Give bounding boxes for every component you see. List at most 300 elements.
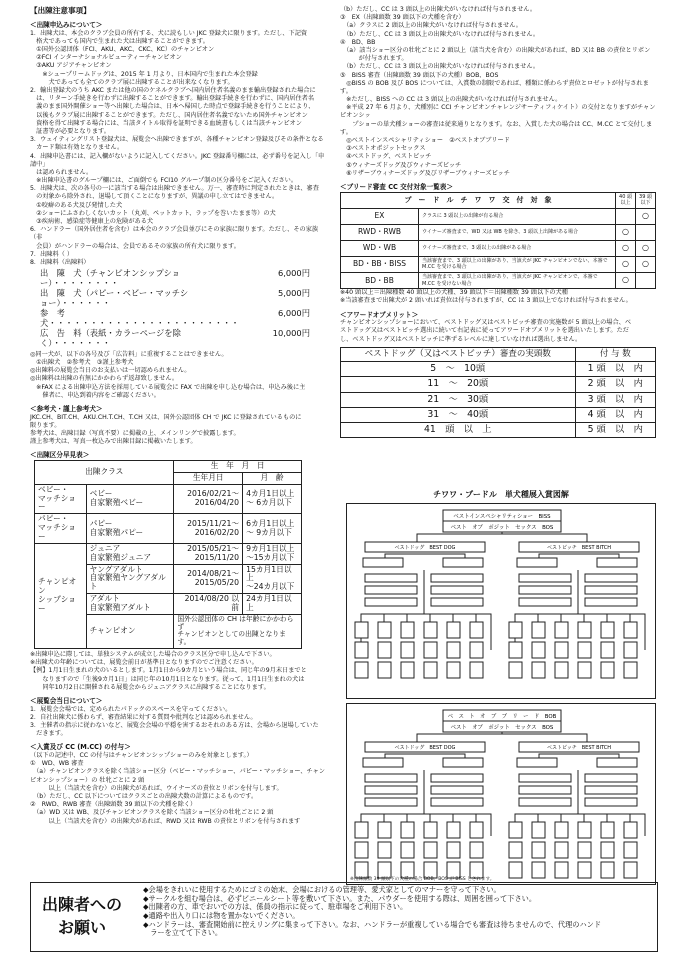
request-item: ◆出陳者の方、車でおいでの方は、係員の指示に従って、駐車場をご利用下さい。 xyxy=(143,902,408,912)
range-cell: 41 頭 以 上 xyxy=(341,423,576,438)
diagram-class-box xyxy=(555,642,568,658)
text-line: ◎ベストインスペシャリティショー ②ベストオブブリード xyxy=(340,137,510,144)
diagram-box xyxy=(365,774,417,782)
check-cell xyxy=(636,224,656,240)
fee-label: 参 考 犬・・・・・・・・・・・・・・・・・・・・・・・ xyxy=(40,307,240,328)
target-cell: BD・BB・BISS xyxy=(341,256,419,272)
condition-cell: ウイナーズ審査まで、3 頭以上の出陳がある場合 xyxy=(419,240,616,256)
header-cell: 生 年 月 日 xyxy=(174,461,302,473)
text-line: ② RWD、RWB 審査（出陳頭数 39 頭以下の犬種を除く） xyxy=(30,801,197,809)
diagram-class-box xyxy=(509,622,522,638)
count-cell: 5 頭 以 内 xyxy=(575,423,655,438)
reference-text xyxy=(30,414,330,447)
header-cell: 40 頭 以上 xyxy=(616,192,636,208)
header-cell: 出陳クラス xyxy=(35,461,174,485)
target-cell: RWD・RWB xyxy=(341,224,419,240)
age-cell: 9カ月1日以上 ～15カ月以下 xyxy=(243,543,302,564)
text-line: 証書等が必要となります。 xyxy=(30,127,110,135)
fee-list xyxy=(40,269,330,349)
birth-cell: 2014/08/21～ 2015/05/20 xyxy=(174,564,243,594)
text-line: 2．自社出陳犬に係わらず、審査結果に対する質問や批判などは認められません。 xyxy=(30,713,257,721)
diagram-class-box xyxy=(401,642,414,658)
diagram-class-box xyxy=(624,842,637,858)
diagram-box xyxy=(443,558,483,567)
exhibitor-request-box xyxy=(30,882,658,952)
text-line: ②FCI インターナショナルビューティーチャンピオン xyxy=(30,54,182,62)
text-line: 1．展覧会会場では、定められたパドックのスペースを守ってください。 xyxy=(30,705,232,713)
right-column xyxy=(340,6,658,438)
diagram-class-box xyxy=(447,822,460,838)
range-cell: 11 ～ 20頭 xyxy=(341,377,576,392)
birth-cell: 2015/05/21～ 2015/11/20 xyxy=(174,543,243,564)
diagram-class-box xyxy=(470,662,483,678)
diagram-class-box xyxy=(378,642,391,658)
diagram-footnote: ※出陳頭数 39 頭以下の犬種の場合 BOB、BOS が BISS とされます。 xyxy=(350,876,495,882)
diagram-class-box xyxy=(470,822,483,838)
check-cell: ○ xyxy=(636,240,656,256)
fee-amount: 6,000円 xyxy=(277,307,310,318)
text-line: 以上（当該犬を含む）の出陳犬があれば、RWD 又は RWB の責位とリボンを付与されます xyxy=(30,817,301,825)
text-line: 2．輸出登録犬のうち AKC または他の国のケネルクラブへ国内居住者名義のまま輸出登録された場合に xyxy=(30,87,316,95)
diagram-line xyxy=(539,754,619,758)
note-line: なりますので「生後9カ月1日」は同じ年の10月1日となります。従って、1月1日生まれの犬は xyxy=(30,675,305,683)
count-cell: 1 頭 以 内 xyxy=(575,362,655,377)
diagram-class-box xyxy=(447,842,460,858)
check-cell: ○ xyxy=(636,256,656,272)
text-line: ※平成 27 年 6 月より、犬種別に CCI チャンピオンチャレンジサーティフィケイト）の交付となりますがチャンピオンシッ xyxy=(340,104,656,120)
text-line: （a）クラスに 2 頭以上の出陳犬がいなければ付与されません。 xyxy=(340,22,522,30)
text-line: ◎同一犬が、以下の各号及び「広告料」に重複することはできません。 xyxy=(30,350,228,358)
note-line: ※40 頭以上＝出陳種数 40 頭以上の犬種、39 頭以下＝出陳種数 39 頭以下の犬種 xyxy=(340,289,568,297)
diagram-class-box xyxy=(401,622,414,638)
award-table xyxy=(340,347,656,439)
class-cell: パピー 自家繁殖パピー xyxy=(86,514,174,544)
diagram-class-box xyxy=(532,842,545,858)
text-line: ③疾病術、感染症等健康上の危険がある犬 xyxy=(30,218,154,226)
footer-list xyxy=(143,886,655,938)
diagram-class-box xyxy=(470,862,483,878)
diagram-class-box xyxy=(624,822,637,838)
table-row xyxy=(341,208,656,224)
diagram-box xyxy=(585,598,637,606)
table-row xyxy=(35,543,302,564)
fee-amount: 10,000円 xyxy=(272,327,310,338)
text-line: 8．出陳料（出陳料） xyxy=(30,258,90,266)
request-item: ◆ハンドラーは、審査開始前に控えリングに集まって下さい。なお、ハンドラーが重複している場合でも審査は待ちませんので、代理のハンド xyxy=(143,919,602,929)
diagram-box xyxy=(519,574,571,582)
table-row xyxy=(341,273,656,289)
diagram-class-box xyxy=(624,622,637,638)
table-row xyxy=(341,377,656,392)
text-line: は、リターン手続きを行わずに出陳することができます。輸出登録手続きを行わずに、国内居住者名 xyxy=(30,95,315,103)
diagram-box xyxy=(519,798,571,806)
cc-heading: ＜入賞及び CC (M.CC) の付与＞ xyxy=(30,743,131,752)
text-line: JKC.CH、BIT.CH、AKU.CH.T.CH、T.CH 又は、国外公認団体 CH で JKC に登録されているものに xyxy=(30,413,302,421)
text-line: ※FAX による出陳申込方法を採用している展覧会に FAX で出陳を申し込む場合は、申込み後に主 xyxy=(30,383,306,391)
breed-table-heading: ＜ブリード審査 CC 交付対象一覧表＞ xyxy=(340,182,453,191)
table-row xyxy=(35,484,302,514)
text-line: チャンピオンシップショーにおいて、ベストドッグ又はベストビッチ審査の実施数が 5 頭以上の場合、ベ xyxy=(340,319,632,327)
note-line: ※当該審査まで出陳犬が 2 頭いれば責位は付与されますが、CC は 3 頭以上でなければ付与されません。 xyxy=(340,297,632,305)
condition-cell: 当該審査まで、3 頭以上の出陳があり、当該犬が JKC チャンピオンでない、本審で M.CC を受ける場合 xyxy=(419,256,616,272)
diagram-class-box xyxy=(355,622,368,638)
table-row xyxy=(341,224,656,240)
diagram-class-box xyxy=(509,842,522,858)
text-line: ⑤ BISS 審査（出陳頭数 39 頭以下の犬種）BOB、BOS xyxy=(340,71,499,79)
diagram-class-box xyxy=(578,662,591,678)
text-line: ストドッグ又はベストビッチ選出に続いて右記表に従ってアワードオブメリットを選出いたします。ただ xyxy=(340,327,629,335)
age-cell: 4カ月1日以上 ～ 6カ月以下 xyxy=(243,484,302,514)
range-cell: 21 ～ 30頭 xyxy=(341,392,576,407)
text-line: ①国外公認団体（FCI、AKU、AKC、CKC、KC）のチャンピオン xyxy=(30,46,215,54)
diagram-class-box xyxy=(401,842,414,858)
diagram-class-box xyxy=(355,642,368,658)
table-row xyxy=(35,514,302,544)
diagram-class-box xyxy=(532,642,545,658)
note-line: ※出陳犬の年齢については、展覧会前日が基準日となりますのでご注意ください。 xyxy=(30,659,258,667)
diagram-side-label: ベストビッチ BEST BITCH xyxy=(546,544,612,551)
diagram-top-label: ベ ス ト オ ブ ブ リ ー ド BOB xyxy=(447,713,557,720)
text-line: 謹上参考犬は、写真一枚込みで出陳目録に掲載いたします。 xyxy=(30,438,197,446)
diagram-box xyxy=(363,558,403,567)
text-line: 催者に、申込到着内容をご確認ください。 xyxy=(30,391,160,399)
condition-cell: 当該審査まで、3 頭以上の出陳があり、当該犬が JKC チャンピオンで、本審で M.CC を受けない場合 xyxy=(419,273,616,289)
group-cell: ベビー・ マッチショー xyxy=(35,484,87,514)
text-line: ②ショーにふさわしくないカット（丸刈、ペットカット、ラップを巻いたまま等）の犬 xyxy=(30,209,276,217)
diagram-class-box xyxy=(470,842,483,858)
diagram-side-label: ベストドッグ BEST DOG xyxy=(394,544,456,551)
note-line: ※出陳申込に際しては、単独システムが成立した場合のクラス区分で申し込んで下さい。 xyxy=(30,650,276,658)
diagram-class-box xyxy=(509,662,522,678)
text-line: 参考犬は、出陳目録（写真不要）に掲載の上、メインリングで披露します。 xyxy=(30,429,240,437)
diagram-box xyxy=(431,774,483,782)
diagram-box xyxy=(431,586,483,594)
request-item: ◆サークルを組む場合は、必ずビニールシート等を敷いて下さい。また、パウダーを使用する際は、周囲を囲って下さい。 xyxy=(143,893,537,903)
group-cell: チャンピオン シップショー xyxy=(35,543,87,648)
class-table-notes xyxy=(30,651,330,692)
class-cell: アダルト 自家繁殖アダルト xyxy=(86,594,174,615)
text-line: （b）ただし、CC は 3 頭以上の出陳犬がいなければ付与されません。 xyxy=(340,6,537,13)
text-line: 3．主催者の指示に従わないなど、展覧会会場の平穏を害するおそれのある方は、会場から退場していた xyxy=(30,721,319,729)
diagram-class-box xyxy=(601,642,614,658)
diagram-box xyxy=(365,598,417,606)
text-line: は認められません。 xyxy=(30,168,93,176)
diagram-top-label: ベストインスペシャリティショー BISS xyxy=(453,513,551,520)
diagram-box xyxy=(585,586,637,594)
diagram-class-box xyxy=(424,662,437,678)
range-cell: 5 ～ 10頭 xyxy=(341,362,576,377)
text-line: 1．出陳犬は、本会のクラブ会員の所有する、犬に読もしい JKC 登録犬に限ります。ただし、下記資 xyxy=(30,29,308,37)
diagram-box xyxy=(519,774,571,782)
diagram-class-box xyxy=(509,822,522,838)
diagram-box xyxy=(585,786,637,794)
breed-table xyxy=(340,192,656,290)
text-line: 6．ハンドラー（国外居住者を含む）は本会のクラブ会員並びにその家族に限ります。ただし、その家族（非 xyxy=(30,226,319,242)
text-line: プショーの単犬種ショーの審査は従来通りとなります。なお、入賞した犬の場合は CC、M.CC とて交付します。 xyxy=(340,120,653,136)
diagram-class-box xyxy=(424,622,437,638)
class-table xyxy=(34,460,302,649)
fee-amount: 5,000円 xyxy=(277,288,310,299)
birth-cell: 2014/08/20 以前 xyxy=(174,594,243,615)
header-cell: 付 与 数 xyxy=(575,347,655,361)
class-cell: ヤングアダルト 自家繁殖ヤングアダルト xyxy=(86,564,174,594)
diagram-box xyxy=(365,798,417,806)
breed-table-notes xyxy=(340,289,658,305)
table-row xyxy=(341,392,656,407)
text-line: ⑤ウィナーズドッグ及びウィナーズビッチ xyxy=(340,161,462,169)
diagram-class-box xyxy=(401,662,414,678)
diagram-box xyxy=(365,786,417,794)
diagram-box xyxy=(597,758,637,767)
text-line: （以下の記述中、CC の付与はチャンピオンシップショーのみを対象とします。） xyxy=(30,752,253,760)
text-line: だきます。 xyxy=(30,730,67,738)
fee-label: 出 陳 犬（チャンピオンシップショー）・・・・・・・・ xyxy=(40,268,180,289)
diagram-class-box xyxy=(355,842,368,858)
text-line: ④ BD、BB xyxy=(340,38,376,46)
apply-text xyxy=(30,30,330,267)
diagram-class-box xyxy=(555,842,568,858)
note-line: 同年10月2日に開催される展覧会からジュニアクラスに出陳することになります。 xyxy=(30,683,270,691)
diagram-class-box xyxy=(578,642,591,658)
age-cell: 15カ月1日以上 ～24カ月以下 xyxy=(243,564,302,594)
text-line: （a）チャンピオンクラスを除く当該ショー区分（ベビー・マッチショー、パピー・マッチショー、チャンピオンシップショー）の 牡牝ごとに 2 頭 xyxy=(30,768,325,784)
diagram-class-box xyxy=(555,862,568,878)
left-column xyxy=(30,6,330,826)
text-line: ③ EX（出陳頭数 39 頭以下の犬種を含む） xyxy=(340,14,465,22)
birth-cell: 2016/02/21～ 2016/04/20 xyxy=(174,484,243,514)
age-cell: 6カ月1日以上 ～ 9カ月以下 xyxy=(243,514,302,544)
text-line: ※ただし、BISS への CC は 3 頭以上の出陳犬がいなければ付与されません。 xyxy=(340,96,562,104)
text-line: 会員）がハンドラーの場合は、会員であるその家族の所有犬に限ります。 xyxy=(30,242,240,250)
diagram-class-box xyxy=(555,662,568,678)
count-cell: 4 頭 以 内 xyxy=(575,407,655,422)
diagram-class-box xyxy=(578,862,591,878)
text-line: ◎BISS の BOB 及び BOS については、入賞数の制限であれば、種類に係わらず責位とロゼットが付与されます。 xyxy=(340,79,649,95)
diagram-box xyxy=(585,574,637,582)
text-line: 限ります。 xyxy=(30,421,61,429)
diagram-box xyxy=(431,786,483,794)
diagram-class-box xyxy=(355,862,368,878)
text-line: ①出陳犬 ②参考犬 ③謹上参考犬 xyxy=(30,358,134,366)
diagram-top-label: ベスト オブ ポジット セックス BOS xyxy=(450,524,554,531)
header-cell: プ ー ド ル チ ワ ワ 交 付 対 象 xyxy=(341,192,616,208)
text-line: ③ベストオポジットセックス xyxy=(340,145,426,153)
count-cell: 2 頭 以 内 xyxy=(575,377,655,392)
diagram-class-box xyxy=(601,822,614,838)
diagram-class-box xyxy=(378,842,391,858)
text-line: ①咬癖のある犬及び発情した犬 xyxy=(30,201,123,209)
condition-cell: ウイナーズ審査まで、WD 又は WB を除き、3 頭以上出陳がある場合 xyxy=(419,224,616,240)
diagram-box xyxy=(519,598,571,606)
text-line: ① WD、WB 審査 xyxy=(30,760,84,768)
text-line: 犬であっても全てのクラブ展に出陳することが出来なくなります。 xyxy=(30,78,234,86)
diagram-class-box xyxy=(624,642,637,658)
diagram-line xyxy=(417,534,587,542)
diagram-box xyxy=(519,586,571,594)
text-line: （b）ただし、CC は 3 頭以上の出陳犬がいなければ付与されません。 xyxy=(340,63,540,71)
diagram-top-label: ベスト オブ ポジット セックス BOS xyxy=(450,724,554,731)
table-row xyxy=(341,362,656,377)
table-header-row xyxy=(341,347,656,361)
diagram-class-box xyxy=(532,622,545,638)
page-title: 【出陳注意事項】 xyxy=(30,6,91,15)
text-line: 以後もクラブ展に出陳することができます。ただし、国内居住者名義でないため国外チャンピオン xyxy=(30,111,308,119)
diagram-class-box xyxy=(624,862,637,878)
diagram-class-box xyxy=(601,622,614,638)
diagram-class-box xyxy=(355,822,368,838)
text-line: （b）ただし、CC は 3 頭以上の出陳犬がいなければ付与されません。 xyxy=(340,30,540,38)
header-cell: 月 齢 xyxy=(243,472,302,484)
table-header-row xyxy=(35,461,302,473)
text-line: ⑥リザーブウィナーズドッグ及びリザーブウィナーズビッチ xyxy=(340,169,510,177)
diagram-class-box xyxy=(601,662,614,678)
diagram-class-box xyxy=(447,662,460,678)
award-heading: ＜アワードオブメリット＞ xyxy=(340,310,419,319)
birth-cell: 2015/11/21～ 2016/02/20 xyxy=(174,514,243,544)
diagram-class-box xyxy=(447,622,460,638)
range-cell: 31 ～ 40頭 xyxy=(341,407,576,422)
note-line: 【例】1月1日生まれの犬のいるとします。1月1日から9カ月という場合は、同じ年の9月末日までと xyxy=(30,667,307,675)
text-line: （b）ただし、CC 以下についてはクラスごとの出陳犬数の計算によるものです。 xyxy=(30,793,258,800)
diagram-class-box xyxy=(578,842,591,858)
diagram-class-box xyxy=(378,622,391,638)
check-cell: ○ xyxy=(616,224,636,240)
diagram-side-label: ベストビッチ BEST BITCH xyxy=(546,744,612,751)
table-header-row xyxy=(341,192,656,208)
header-cell: 生年月日 xyxy=(174,472,243,484)
diagram-box xyxy=(431,798,483,806)
class-cell: ジュニア 自家繁殖ジュニア xyxy=(86,543,174,564)
table-row xyxy=(341,240,656,256)
diagram-line xyxy=(539,554,619,558)
diagram-class-box xyxy=(555,822,568,838)
request-item: ◆会場をきれいに使用するためにゴミの始末、会場におけるの管理等、愛犬家としてのマナーを守って下さい。 xyxy=(143,885,501,894)
diagram-box xyxy=(597,558,637,567)
count-cell: 3 頭 以 内 xyxy=(575,392,655,407)
diagram-class-box xyxy=(555,622,568,638)
diagram-side-label: ベストドッグ BEST DOG xyxy=(394,744,456,751)
check-cell: ○ xyxy=(616,240,636,256)
diagram-class-box xyxy=(601,862,614,878)
award-bracket-bottom xyxy=(346,703,656,885)
table-row xyxy=(341,256,656,272)
text-line: ◎出陳料の展覧会当日のお支払いは一切認められません。 xyxy=(30,367,191,375)
diagram-class-box xyxy=(401,822,414,838)
condition-cell: クラスに 3 頭以上の出陳が有る場合 xyxy=(419,208,616,224)
diagram-class-box xyxy=(532,822,545,838)
diagram-box xyxy=(431,598,483,606)
check-cell xyxy=(636,273,656,289)
diagram-class-box xyxy=(470,642,483,658)
diagram-class-box xyxy=(532,662,545,678)
fee-label: 広 告 料（表紙・カラーページを除く）・・・・・・・ xyxy=(40,327,181,348)
diagram-class-box xyxy=(424,862,437,878)
cc-text xyxy=(30,752,330,826)
award-text xyxy=(340,319,658,344)
header-cell: 39 頭 以下 xyxy=(636,192,656,208)
header-cell: ベストドッグ（又はベストビッチ）審査の実頭数 xyxy=(341,347,576,361)
text-line: 以上（当該犬を含む）の出陳犬があれば、ウイナーズの責位とリボンを付与します。 xyxy=(30,784,283,792)
diagram-class-box xyxy=(509,862,522,878)
text-line: （a）該当ショー区分の牡牝ごとに 2 頭以上（該当犬を含む）の出陳犬があれば、BD 又は BB の責位とリボン xyxy=(340,46,651,54)
apply-notes xyxy=(30,351,330,400)
text-line: 3．ウェイティングリスト登録犬は、展覧会へ出陳できますが、各種チャンピオン登録及びその条件となる xyxy=(30,136,324,144)
diagram-class-box xyxy=(424,642,437,658)
award-bracket-top xyxy=(346,503,656,699)
text-line: 格犬であっても国内で生まれた犬は出陳することができます。 xyxy=(30,37,209,45)
diagram-class-box xyxy=(470,622,483,638)
text-line: ※シュープリームドッグは、2015 年 1 月より、日本国内で生まれた本会登録 xyxy=(30,70,258,78)
diagram-line xyxy=(385,554,465,558)
table-row xyxy=(341,407,656,422)
check-cell: ○ xyxy=(616,273,636,289)
diagram-class-box xyxy=(401,862,414,878)
check-cell xyxy=(616,208,636,224)
diagram-class-box xyxy=(624,662,637,678)
diagram-class-box xyxy=(378,822,391,838)
check-cell: ○ xyxy=(616,256,636,272)
diagram-box xyxy=(365,574,417,582)
class-cell: チャンピオン xyxy=(86,614,174,648)
reference-heading: ＜参考犬・謹上参考犬＞ xyxy=(30,404,103,413)
diagram-class-box xyxy=(532,862,545,878)
text-line: ③AKU アジアチャンピオン xyxy=(30,62,112,70)
diagram-class-box xyxy=(578,822,591,838)
diagram-box xyxy=(517,558,557,567)
diagram-line xyxy=(417,734,587,742)
diagram-box xyxy=(365,586,417,594)
diagram-class-box xyxy=(424,822,437,838)
diagram-class-box xyxy=(447,642,460,658)
diagram-class-box xyxy=(355,662,368,678)
target-cell: BD・BB xyxy=(341,273,419,289)
class-cell: ベビー 自家繁殖ベビー xyxy=(86,484,174,514)
group-cell: パピー・ マッチショー xyxy=(35,514,87,544)
birth-cell: 国外公認団体の CH は年齢にかかわらず チャンピオンとしての出陳となります。 xyxy=(174,614,302,648)
award-diagram xyxy=(346,490,656,883)
venue-text xyxy=(30,706,330,739)
text-line: ◎出陳料は出陳の有無にかかわらず返却致しません。 xyxy=(30,375,179,383)
target-cell: WD・WB xyxy=(341,240,419,256)
text-line: ※出陳申込書のグループ欄には、ご面倒でも FCI10 グループ制の区分番号をご記入ください。 xyxy=(30,177,298,185)
diagram-box xyxy=(517,758,557,767)
diagram-class-box xyxy=(424,842,437,858)
venue-heading: ＜展覧会当日について＞ xyxy=(30,696,103,705)
diagram-box xyxy=(585,774,637,782)
class-table-heading: ＜出陳区分早見表＞ xyxy=(30,451,90,460)
diagram-class-box xyxy=(601,842,614,858)
diagram-class-box xyxy=(578,622,591,638)
diagram-title: チワワ・プードル 単犬種展入賞図解 xyxy=(433,490,569,499)
diagram-box xyxy=(519,786,571,794)
text-line: カード類は有効となりません。 xyxy=(30,144,124,152)
awards-text xyxy=(340,6,658,178)
text-line: 4．出陳申込書には、記入欄がないように記入してください。JKC 登録番号欄には、必ず番号を記入し「申請中」 xyxy=(30,152,325,168)
target-cell: EX xyxy=(341,208,419,224)
text-line: が付与されます。 xyxy=(340,55,408,63)
request-item: ◆通路や出入り口には物を置かないでください。 xyxy=(143,910,300,920)
text-line: し、ベストドッグ又はベストビッチに準ずるレベルに達していなければ選出しません。 xyxy=(340,335,582,343)
diagram-box xyxy=(443,758,483,767)
diagram-class-box xyxy=(378,862,391,878)
text-line: の対象から除外され、退場して頂くことになりますが、異議の申し立てはできません。 xyxy=(30,193,279,201)
diagram-line xyxy=(385,754,465,758)
age-cell: 24カ月1日以上 xyxy=(243,594,302,615)
diagram-class-box xyxy=(509,642,522,658)
fee-label: 出 陳 犬（パピー・ベビー・マッチショー）・・・・・・ xyxy=(40,288,189,309)
footer-title: 出陳者への お願い xyxy=(41,895,122,938)
fee-amount: 6,000円 xyxy=(277,268,310,279)
